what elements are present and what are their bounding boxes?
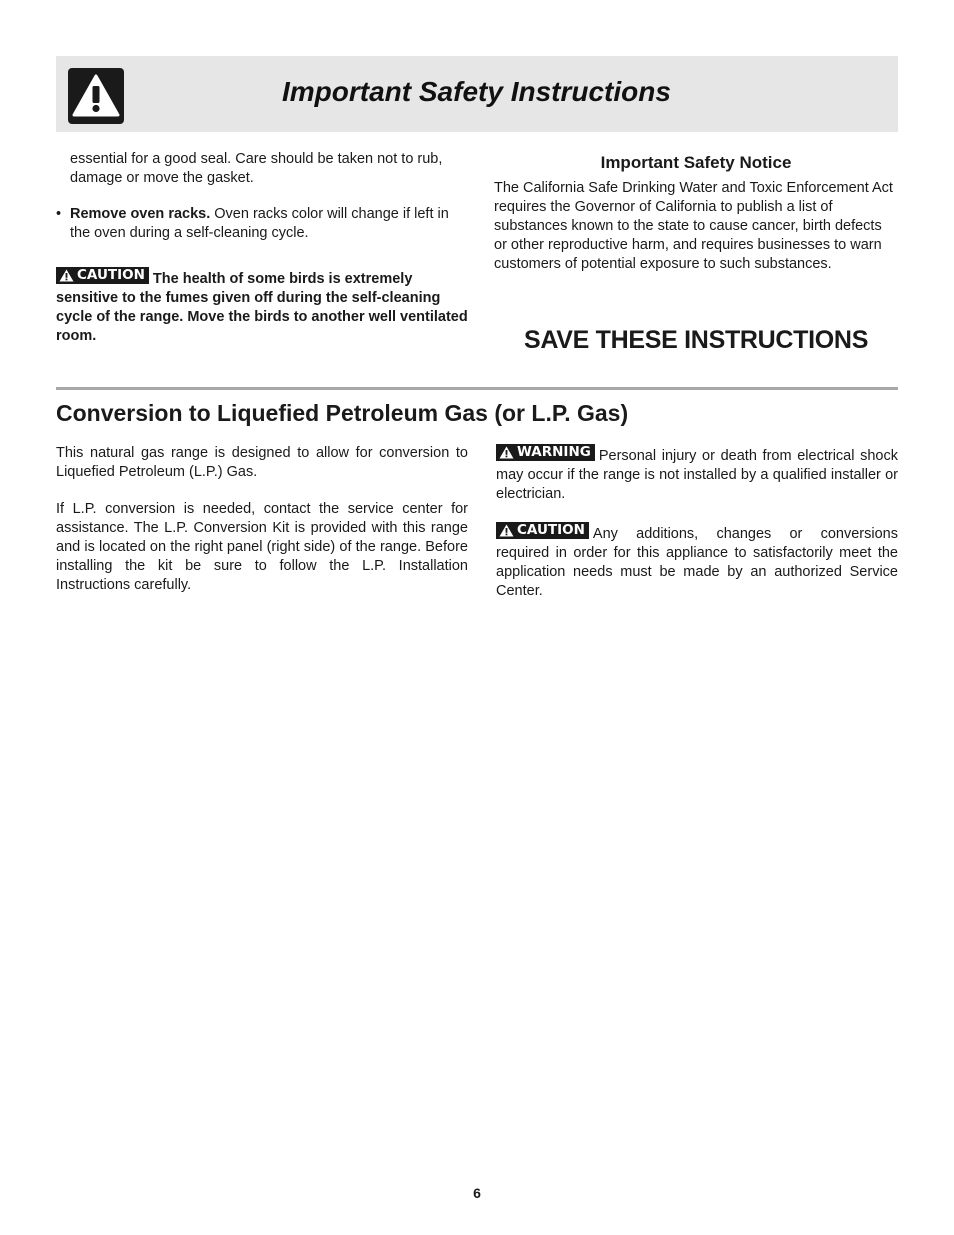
caution-text: Any additions, changes or conversions required in order for this appliance to satisfactorily meet the application needs must be made by an authorized Service Center. [496, 526, 898, 599]
caution-text: The health of some birds is extremely sensitive to the fumes given off during the self-cleaning cycle of the range. Move the birds to another well ventilated room. [56, 271, 468, 344]
conversion-right-column [496, 444, 898, 601]
list-item [56, 205, 468, 243]
conversion-paragraph-2: If L.P. conversion is needed, contact the service center for assistance. The L.P. Conversion Kit is provided with this range and is located on the right panel (right side) of the range. Before installing the kit be sure to follow the L.P. Installation Instructions carefully. [56, 501, 468, 593]
warning-block [496, 444, 898, 504]
birds-caution-block [56, 267, 468, 346]
bullet-lead: Remove oven racks. [70, 206, 211, 222]
page-title: Important Safety Instructions [282, 76, 671, 107]
left-column [56, 150, 468, 346]
section-heading: Conversion to Liquefied Petroleum Gas (or L.P. Gas) [56, 400, 629, 426]
alert-triangle-icon [499, 524, 514, 537]
notice-text: The California Safe Drinking Water and Toxic Enforcement Act requires the Governor of California to publish a list of substances known to the state to cause cancer, birth defects or other reproductive harm, and requires businesses to warn customers of potential exposure to such substances. [494, 180, 893, 272]
alert-triangle-icon [499, 446, 514, 459]
bullet-text [70, 205, 468, 243]
notice-heading: Important Safety Notice [600, 153, 792, 172]
conversion-left-column [56, 444, 468, 595]
caution-badge-label: CAUTION [77, 267, 145, 283]
gasket-continuation-text: essential for a good seal. Care should be taken not to rub, damage or move the gasket. [70, 151, 443, 186]
conversion-caution-block [496, 522, 898, 601]
alert-triangle-icon [59, 269, 74, 282]
warning-triangle-icon [68, 68, 124, 124]
bullet-detail: Oven racks color will change if left in the oven during a self-cleaning cycle. [70, 206, 449, 241]
warning-badge-label: WARNING [517, 444, 591, 460]
right-column [494, 150, 898, 274]
warning-badge [496, 444, 595, 461]
caution-badge [496, 522, 589, 539]
save-instructions-heading: SAVE THESE INSTRUCTIONS [524, 326, 869, 354]
bullet-dot: • [56, 206, 62, 222]
warning-text: Personal injury or death from electrical shock may occur if the range is not installed by a qualified installer or electrician. [496, 448, 898, 502]
conversion-paragraph-1: This natural gas range is designed to allow for conversion to Liquefied Petroleum (L.P.) Gas. [56, 445, 468, 480]
caution-badge-label: CAUTION [517, 522, 585, 538]
section-divider [56, 387, 898, 390]
page-number: 6 [473, 1185, 481, 1201]
caution-badge [56, 267, 149, 284]
